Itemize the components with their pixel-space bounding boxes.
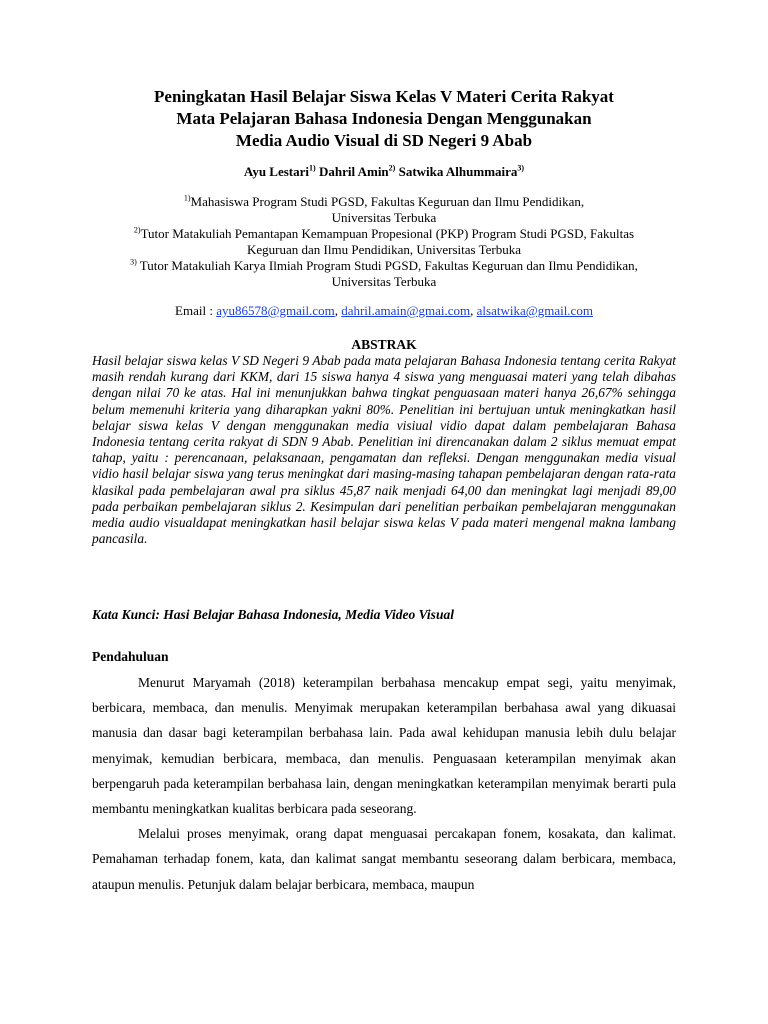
author-list — [92, 163, 676, 181]
affiliation-line: Keguruan dan Ilmu Pendidikan, Universitas Terbuka — [247, 242, 521, 257]
author-mark: 3) — [517, 163, 525, 173]
email-link-3[interactable]: alsatwika@gmail.com — [476, 303, 593, 318]
affiliation-entry — [92, 258, 676, 290]
title-line-3: Media Audio Visual di SD Negeri 9 Abab — [235, 131, 533, 150]
author-mark: 2) — [388, 163, 396, 173]
author-mark: 1) — [309, 163, 316, 173]
affiliation-line: Mahasiswa Program Studi PGSD, Fakultas Keguruan dan Ilmu Pendidikan, — [190, 194, 585, 209]
email-separator: , — [334, 303, 342, 318]
abstract-text: Hasil belajar siswa kelas V SD Negeri 9 Abab pada mata pelajaran Bahasa Indonesia tentang cerita Rakyat masih rendah kurang dari KKM, dari 15 siswa hanya 4 siswa yang menguasai materi yang telah dibahas dengan nilai 70 ke atas. Hal ini menunjukkan bahwa tingkat penguasaan materi hanya 26,67% sehingga belum memenuhi kriteria yang diharapkan yakni 80%. Penelitian ini bertujuan untuk meningkatkan hasil belajar siswa kelas V dengan menggunakan media visiual vidio dapat dalam pembelajaran Bahasa Indonesia tentang cerita rakyat di SDN 9 Abab. Penelitian ini direncanakan dalam 2 siklus memuat empat tahap, yaitu : perencanaan, pelaksanaan, pengamatan dan refleksi. Dengan menggunakan media visual vidio hasil belajar siswa yang terus meningkat dari masing-masing tahapan pembelajaran dengan rata-rata klasikal pada pembelajaran awal pra siklus 45,87 naik menjadi 64,00 dan meningkat lagi menjadi 89,00 pada perbaikan pembelajaran siklus 2. Kesimpulan dari penelitian perbaikan pembelajaran menggunakan media audio visualdapat meningkatkan hasil belajar siswa kelas V pada materi mengenal makna lambang pancasila. — [92, 353, 676, 547]
affiliation-mark: 3) — [130, 257, 137, 267]
body-paragraph: Melalui proses menyimak, orang dapat menguasai percakapan fonem, kosakata, dan kalimat. Pemahaman terhadap fonem, kata, dan kalimat sangat membantu seseorang dalam berbicara, membaca, ataupun menulis. Petunjuk dalam belajar berbicara, membaca, maupun — [92, 826, 676, 892]
email-separator: , — [470, 303, 477, 318]
section-heading: Pendahuluan — [92, 649, 169, 664]
author-name: Ayu Lestari — [243, 164, 310, 179]
affiliation-mark: 2) — [133, 225, 141, 235]
affiliation-list — [92, 194, 676, 290]
abstract-heading: ABSTRAK — [351, 337, 417, 352]
body-paragraph: Menurut Maryamah (2018) keterampilan berbahasa mencakup empat segi, yaitu menyimak, berbicara, membaca, dan menulis. Menyimak merupakan keterampilan berbahasa awal yang dikuasai manusia dan dasar bagi keterampilan berbahasa lain. Pada awal kehidupan manusia lebih dulu belajar menyimak, kemudian berbicara, membaca, dan menulis. Penguasaan keterampilan menyimak akan berpengaruh pada keterampilan berbahasa lain, dengan meningkatkan keterampilan menyimak berarti pula membantu meningkatkan kualitas berbicara pada seseorang. — [92, 675, 676, 817]
title-line-2: Mata Pelajaran Bahasa Indonesia Dengan Menggunakan — [176, 109, 592, 128]
email-link-1[interactable]: ayu86578@gmail.com — [216, 303, 335, 318]
affiliation-line: Tutor Matakuliah Pemantapan Kemampuan Propesional (PKP) Program Studi PGSD, Fakultas — [140, 226, 635, 241]
affiliation-entry — [92, 226, 676, 258]
email-label: Email : — [175, 303, 217, 318]
affiliation-entry — [92, 194, 676, 226]
title-line-1: Peningkatan Hasil Belajar Siswa Kelas V Materi Cerita Rakyat — [154, 87, 614, 106]
affiliation-mark: 1) — [183, 193, 191, 203]
affiliation-line: Universitas Terbuka — [331, 274, 437, 289]
affiliation-line: Tutor Matakuliah Karya Ilmiah Program Studi PGSD, Fakultas Keguruan dan Ilmu Pendidikan, — [136, 258, 638, 273]
author-name: Satwika Alhummaira — [398, 164, 518, 179]
email-link-2[interactable]: dahril.amain@gmai.com — [341, 303, 471, 318]
keywords: Kata Kunci: Hasi Belajar Bahasa Indonesia, Media Video Visual — [92, 607, 454, 622]
email-line — [92, 302, 676, 320]
affiliation-line: Universitas Terbuka — [331, 210, 437, 225]
paper-title — [92, 86, 676, 152]
section-body — [92, 670, 676, 897]
author-name: Dahril Amin — [318, 164, 389, 179]
